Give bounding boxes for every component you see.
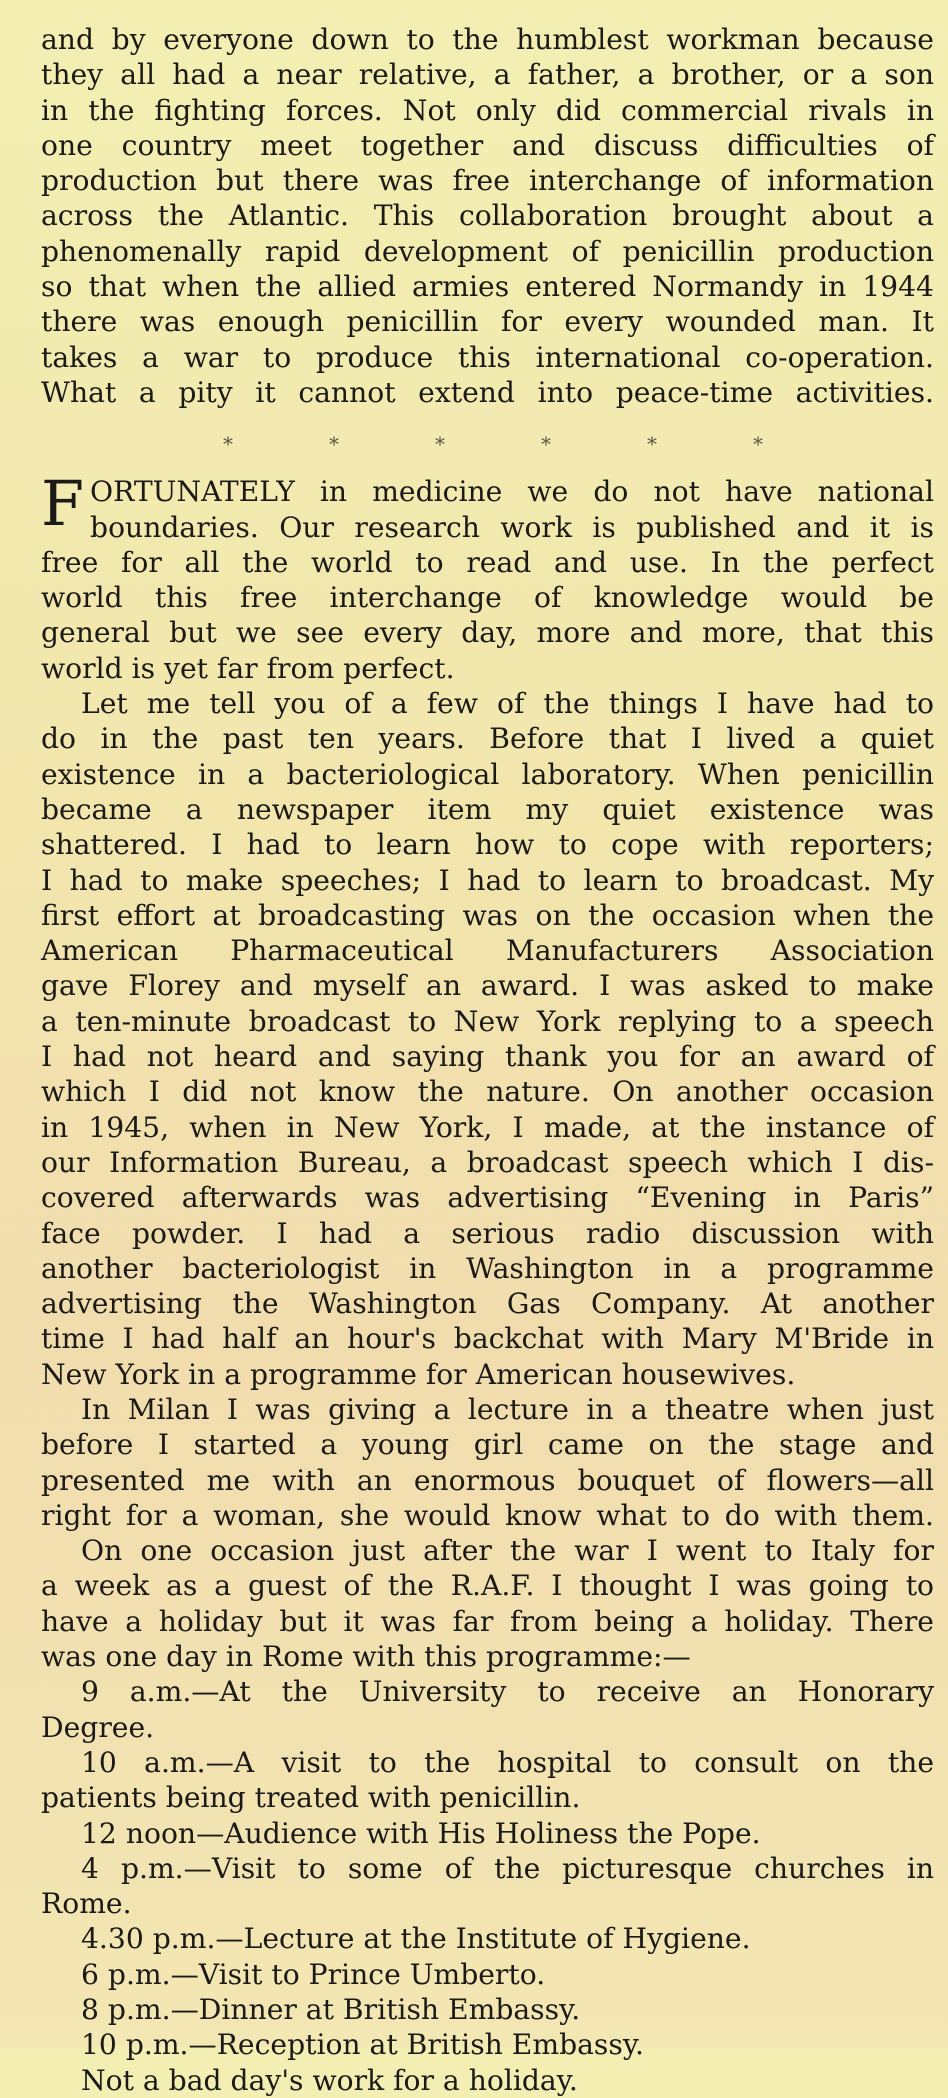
programme-item: 9 a.m.—At the University to receive an Honorary bbox=[81, 1675, 934, 1709]
text-line: before I started a young girl came on the stage and bbox=[41, 1428, 934, 1462]
text-line: so that when the allied armies entered Normandy in 1944 bbox=[41, 270, 934, 304]
text-line: existence in a bacteriological laboratory. When penicillin bbox=[41, 757, 934, 791]
text-line: general but we see every day, more and more, that this bbox=[41, 616, 934, 650]
asterisk: * bbox=[223, 432, 233, 457]
text-line: shattered. I had to learn how to cope with reporters; bbox=[41, 828, 934, 862]
drop-cap: F bbox=[41, 467, 85, 541]
text-line: a week as a guest of the R.A.F. I thought I was going to bbox=[41, 1569, 934, 1603]
text-line: I had to make speeches; I had to learn to broadcast. My bbox=[41, 863, 934, 897]
text-line: New York in a programme for American housewives. bbox=[41, 1357, 796, 1391]
programme-item-continued: Rome. bbox=[41, 1887, 132, 1921]
text-line: presented me with an enormous bouquet of flowers—all bbox=[41, 1463, 934, 1497]
text-line: production but there was free interchange of information bbox=[41, 164, 934, 198]
asterisk: * bbox=[435, 432, 445, 457]
asterisk: * bbox=[541, 432, 551, 457]
text-line: free for all the world to read and use. In the perfect bbox=[41, 545, 934, 579]
text-line: across the Atlantic. This collaboration brought about a bbox=[41, 199, 934, 233]
text-line: covered afterwards was advertising “Evening in Paris” bbox=[41, 1181, 934, 1215]
programme-item: 12 noon—Audience with His Holiness the Pope. bbox=[81, 1816, 761, 1850]
programme-item: 10 p.m.—Reception at British Embassy. bbox=[81, 2028, 644, 2062]
text-line: world this free interchange of knowledge would be bbox=[41, 581, 934, 615]
paragraph-3 bbox=[41, 686, 934, 1392]
paragraph-2 bbox=[41, 467, 934, 686]
text-line: face powder. I had a serious radio discussion with bbox=[41, 1216, 934, 1250]
text-line: there was enough penicillin for every wounded man. It bbox=[41, 305, 934, 339]
text-line: phenomenally rapid development of penicillin production bbox=[41, 234, 934, 268]
asterisk: * bbox=[753, 432, 763, 457]
text-line: What a pity it cannot extend into peace-time activities. bbox=[41, 375, 934, 409]
paragraph-1 bbox=[41, 22, 934, 410]
text-line: On one occasion just after the war I went to Italy for bbox=[81, 1534, 934, 1568]
text-line: In Milan I was giving a lecture in a theatre when just bbox=[81, 1392, 934, 1426]
closing-line: Not a bad day's work for a holiday. bbox=[81, 2063, 578, 2097]
text-line: world is yet far from perfect. bbox=[41, 651, 455, 685]
text-line: have a holiday but it was far from being a holiday. There bbox=[41, 1604, 934, 1638]
text-line: American Pharmaceutical Manufacturers Association bbox=[41, 934, 934, 968]
asterisk: * bbox=[329, 432, 339, 457]
text-line: right for a woman, she would know what to do with them. bbox=[41, 1498, 934, 1532]
programme-item: 6 p.m.—Visit to Prince Umberto. bbox=[81, 1957, 546, 1991]
text-line: time I had half an hour's backchat with Mary M'Bride in bbox=[41, 1322, 934, 1356]
text-line: gave Florey and myself an award. I was asked to make bbox=[41, 969, 934, 1003]
text-line: first effort at broadcasting was on the occasion when the bbox=[41, 898, 934, 932]
paragraph-4 bbox=[41, 1392, 934, 1533]
text-line: in the fighting forces. Not only did commercial rivals in bbox=[41, 93, 934, 127]
text-line: our Information Bureau, a broadcast speech which I dis- bbox=[41, 1145, 934, 1179]
text-line: Let me tell you of a few of the things I have had to bbox=[81, 687, 934, 721]
text-line: and by everyone down to the humblest workman because bbox=[41, 23, 934, 56]
programme-item: 10 a.m.—A visit to the hospital to consult on the bbox=[81, 1745, 934, 1779]
programme-item: 4 p.m.—Visit to some of the picturesque churches in bbox=[81, 1851, 934, 1885]
programme-list bbox=[41, 1674, 934, 2098]
section-separator bbox=[223, 432, 763, 456]
text-line: a ten-minute broadcast to New York replying to a speech bbox=[41, 1004, 934, 1038]
text-line: boundaries. Our research work is published and it is bbox=[90, 510, 934, 544]
text-line: in 1945, when in New York, I made, at the instance of bbox=[41, 1110, 934, 1144]
programme-item: 4.30 p.m.—Lecture at the Institute of Hygiene. bbox=[81, 1922, 751, 1956]
text-line: ORTUNATELY in medicine we do not have national bbox=[90, 475, 934, 509]
text-line: do in the past ten years. Before that I lived a quiet bbox=[41, 722, 934, 756]
text-line: which I did not know the nature. On another occasion bbox=[41, 1075, 934, 1109]
programme-item-continued: patients being treated with penicillin. bbox=[41, 1781, 581, 1815]
text-line: became a newspaper item my quiet existence was bbox=[41, 792, 934, 826]
text-line: takes a war to produce this international co-operation. bbox=[41, 340, 934, 374]
text-line: one country meet together and discuss difficulties of bbox=[41, 128, 934, 162]
text-line: advertising the Washington Gas Company. At another bbox=[41, 1287, 934, 1321]
asterisk: * bbox=[647, 432, 657, 457]
text-line: they all had a near relative, a father, a brother, or a son bbox=[41, 58, 934, 92]
programme-item-continued: Degree. bbox=[41, 1710, 155, 1744]
text-line: another bacteriologist in Washington in a programme bbox=[41, 1251, 934, 1285]
programme-item: 8 p.m.—Dinner at British Embassy. bbox=[81, 1993, 581, 2027]
text-line: I had not heard and saying thank you for an award of bbox=[41, 1040, 934, 1074]
text-line: was one day in Rome with this programme:— bbox=[41, 1640, 691, 1674]
paragraph-5 bbox=[41, 1533, 934, 1674]
